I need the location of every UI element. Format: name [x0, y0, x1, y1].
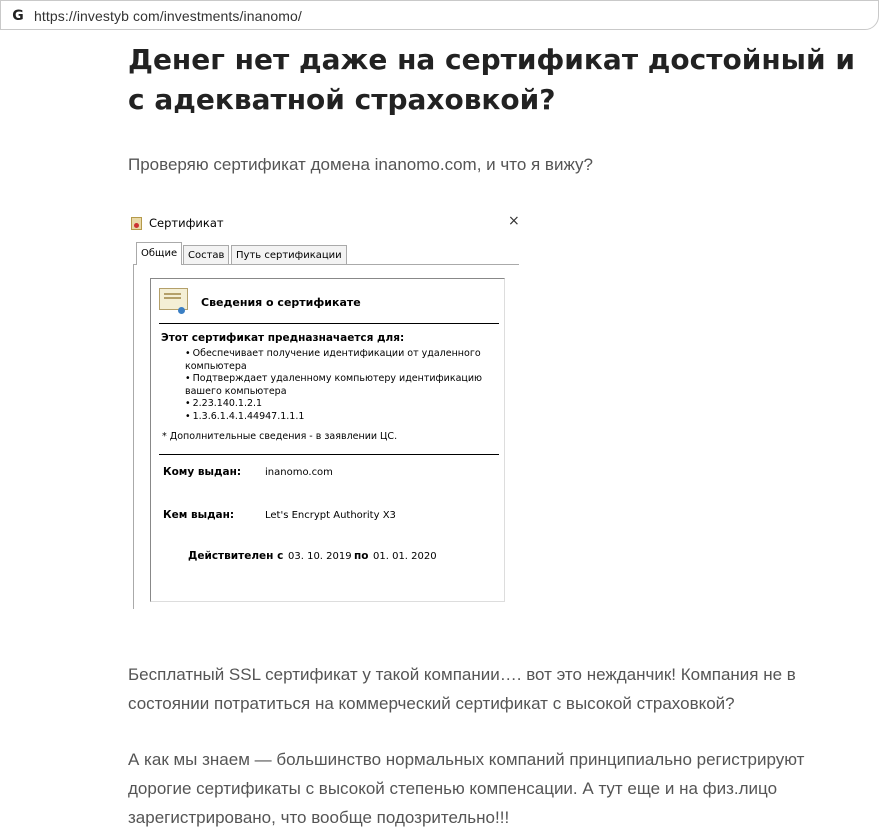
paragraph-conclusion: А как мы знаем — большинство нормальных компаний принципиально регистрируют дорогие сертификаты с высокой степенью компенсации. А тут еще и на физ.лицо зарегистрировано, что вообще подозрительно!!!	[128, 750, 805, 827]
issued-to-label: Кому выдан:	[163, 466, 242, 478]
list-item: • 1.3.6.1.4.1.44947.1.1.1	[185, 410, 305, 422]
google-icon: G	[12, 8, 24, 24]
tab-divider	[133, 264, 519, 265]
list-item: • 2.23.140.1.2.1	[185, 398, 263, 409]
issued-by-label: Кем выдан:	[163, 509, 235, 521]
note-text: * Дополнительные сведения - в заявлении ЦС.	[162, 431, 398, 442]
purpose-heading: Этот сертификат предназначается для:	[161, 332, 405, 344]
valid-to-value: 01. 01. 2020	[373, 551, 437, 562]
divider	[159, 323, 499, 324]
close-icon[interactable]: ×	[508, 213, 520, 229]
issued-by-value: Let's Encrypt Authority X3	[265, 510, 396, 521]
tab-certification-path[interactable]: Путь сертификации	[231, 245, 347, 264]
valid-from-value: 03. 10. 2019	[288, 551, 352, 562]
certificate-info-panel	[150, 278, 505, 602]
dialog-title: Сертификат	[149, 216, 224, 230]
intro-paragraph: Проверяю сертификат домена inanomo.com, и что я вижу?	[128, 155, 593, 174]
url-text[interactable]: https://investyb com/investments/inanomo/	[34, 8, 302, 24]
purpose-list	[185, 348, 500, 423]
divider	[159, 454, 499, 455]
issued-to-value: inanomo.com	[265, 467, 333, 478]
tab-border	[133, 264, 134, 609]
certificate-icon	[131, 217, 142, 230]
certificate-info-icon	[159, 288, 188, 310]
paragraph-free-ssl: Бесплатный SSL сертификат у такой компании…. вот это нежданчик! Компания не в состоянии потратиться на коммерческий сертификат с высокой страховкой?	[128, 665, 796, 713]
address-bar[interactable]	[0, 0, 879, 30]
valid-to-label: по	[354, 550, 369, 562]
valid-from-label: Действителен с	[188, 550, 284, 562]
certificate-dialog	[128, 212, 520, 609]
article-heading: Денег нет даже на сертификат достойный и с адекватной страховкой?	[128, 43, 855, 116]
tab-general[interactable]: Общие	[136, 242, 182, 265]
info-title: Сведения о сертификате	[201, 296, 361, 309]
tab-details[interactable]: Состав	[183, 245, 229, 264]
list-item: • Подтверждает удаленному компьютеру идентификацию вашего компьютера	[185, 373, 483, 397]
list-item: • Обеспечивает получение идентификации от удаленного компьютера	[185, 348, 481, 372]
